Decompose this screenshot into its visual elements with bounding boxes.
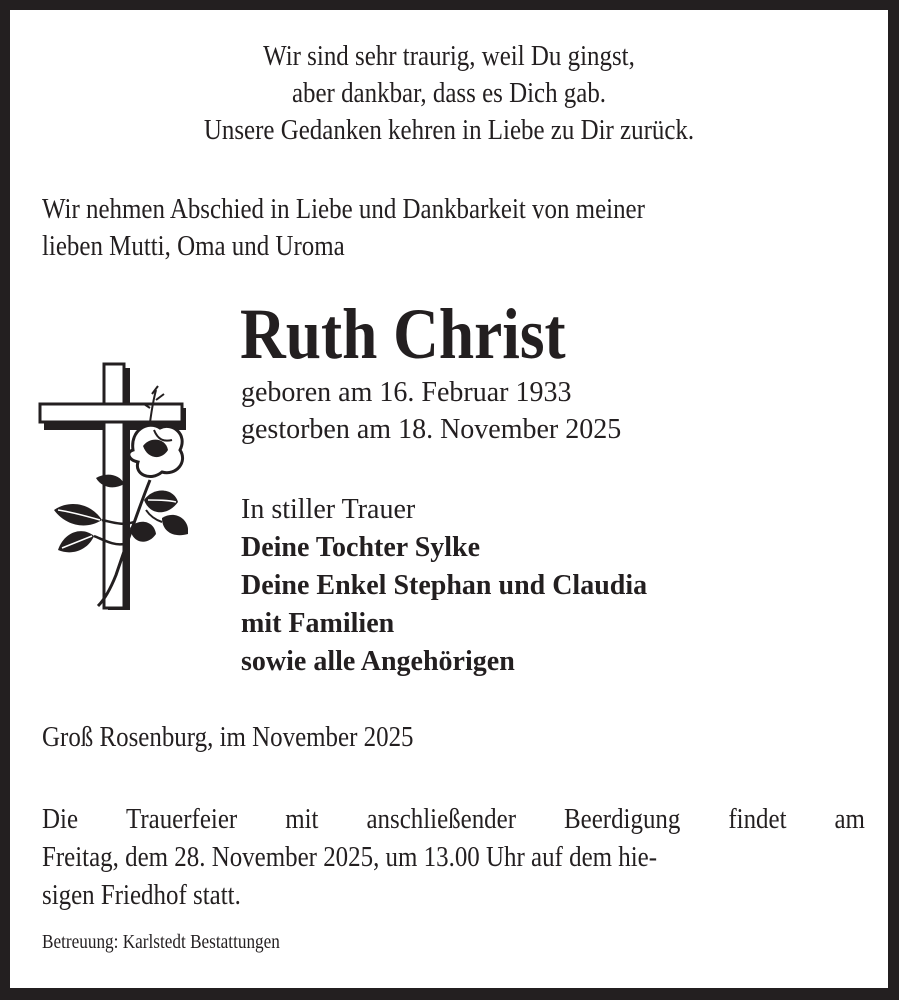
obituary-notice — [10, 10, 888, 988]
birth-date: geboren am 16. Februar 1933 — [241, 377, 572, 408]
word: Trauerfeier — [125, 803, 238, 835]
farewell-intro — [42, 191, 645, 265]
funeral-service-info — [42, 800, 865, 914]
service-line-1 — [42, 800, 865, 838]
word: am — [834, 803, 865, 835]
place-and-date: Groß Rosenburg, im November 2025 — [42, 721, 414, 753]
service-line-3: sigen Friedhof statt. — [42, 879, 241, 911]
poem — [71, 38, 826, 149]
word: findet — [728, 803, 787, 835]
mourner-line: Deine Tochter Sylke — [241, 532, 481, 563]
mourners-block — [241, 491, 647, 681]
cross-with-rose-icon — [38, 350, 188, 610]
word: mit — [285, 803, 319, 835]
poem-line: Wir sind sehr traurig, weil Du gingst, — [263, 40, 635, 72]
intro-line: lieben Mutti, Oma und Uroma — [42, 230, 345, 262]
poem-line: Unsere Gedanken kehren in Liebe zu Dir zurück. — [203, 114, 695, 146]
funeral-home-credit: Betreuung: Karlstedt Bestattungen — [42, 931, 280, 953]
mourner-line: mit Familien — [241, 608, 395, 639]
death-date: gestorben am 18. November 2025 — [241, 414, 622, 445]
deceased-name: Ruth Christ — [240, 294, 566, 374]
intro-line: Wir nehmen Abschied in Liebe und Dankbarkeit von meiner — [42, 193, 645, 225]
poem-line: aber dankbar, dass es Dich gab. — [291, 77, 607, 109]
word: anschließender — [366, 803, 517, 835]
service-line-2: Freitag, dem 28. November 2025, um 13.00 Uhr auf dem hie- — [42, 841, 658, 873]
mourner-line: sowie alle Angehörigen — [241, 646, 515, 677]
word: Die — [42, 803, 79, 835]
word: Beerdigung — [563, 803, 681, 835]
life-dates — [241, 374, 621, 448]
mourner-line: Deine Enkel Stephan und Claudia — [241, 570, 648, 601]
mourning-heading: In stiller Trauer — [241, 494, 416, 525]
